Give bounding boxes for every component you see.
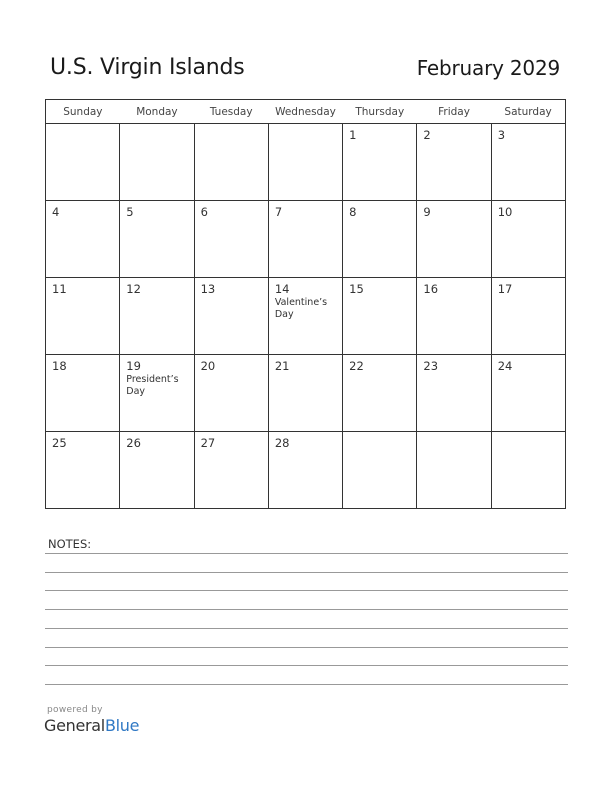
day-number: 12 — [126, 282, 141, 296]
day-number: 26 — [126, 436, 141, 450]
day-cell — [268, 201, 342, 278]
powered-by-text: powered by — [47, 705, 103, 715]
weekday-saturday: Saturday — [491, 100, 565, 124]
day-cell — [268, 278, 342, 355]
day-cell — [120, 432, 194, 509]
note-line — [45, 609, 568, 610]
holiday-label: Valentine’s Day — [274, 297, 328, 320]
day-number: 8 — [349, 205, 357, 219]
day-number: 9 — [423, 205, 431, 219]
week-row — [46, 432, 566, 509]
day-cell — [491, 355, 565, 432]
day-number: 15 — [349, 282, 364, 296]
generalblue-logo — [44, 716, 139, 735]
day-cell — [417, 355, 491, 432]
day-number: 22 — [349, 359, 364, 373]
note-line — [45, 572, 568, 573]
day-cell — [491, 432, 565, 509]
day-cell — [194, 278, 268, 355]
day-cell — [268, 124, 342, 201]
day-cell — [120, 201, 194, 278]
day-number: 24 — [497, 359, 513, 373]
calendar-grid — [45, 99, 566, 509]
day-cell — [46, 278, 120, 355]
note-line — [45, 628, 568, 629]
day-number: 18 — [52, 359, 67, 373]
day-number: 5 — [126, 205, 134, 219]
day-cell — [491, 278, 565, 355]
day-number: 11 — [52, 282, 67, 296]
day-number: 21 — [274, 359, 290, 373]
day-cell — [46, 201, 120, 278]
day-cell — [194, 201, 268, 278]
day-number: 20 — [200, 359, 216, 373]
weekday-sunday: Sunday — [46, 100, 120, 124]
week-row — [46, 124, 566, 201]
day-cell — [120, 355, 194, 432]
day-number: 14 — [274, 282, 290, 296]
day-cell — [343, 355, 417, 432]
brand-blue: Blue — [104, 716, 140, 735]
day-number: 2 — [423, 128, 431, 142]
day-cell — [46, 355, 120, 432]
day-number: 23 — [423, 359, 439, 373]
day-number: 7 — [274, 205, 283, 219]
day-cell — [343, 432, 417, 509]
month-year-title: February 2029 — [416, 56, 560, 80]
week-row — [46, 355, 566, 432]
weekday-thursday: Thursday — [343, 100, 417, 124]
day-number: 25 — [52, 436, 67, 450]
notes-label: NOTES: — [48, 537, 92, 551]
day-cell — [417, 124, 491, 201]
day-cell — [46, 124, 120, 201]
note-line — [45, 647, 568, 648]
day-cell — [194, 355, 268, 432]
week-row — [46, 201, 566, 278]
day-number: 16 — [423, 282, 439, 296]
day-cell — [417, 432, 491, 509]
day-cell — [268, 355, 342, 432]
brand-general: General — [44, 716, 105, 735]
day-cell — [417, 201, 491, 278]
day-cell — [268, 432, 342, 509]
day-cell — [46, 432, 120, 509]
week-row — [46, 278, 566, 355]
note-line — [45, 553, 568, 554]
weekday-header-row — [46, 100, 566, 124]
day-cell — [343, 124, 417, 201]
note-line — [45, 590, 568, 591]
weekday-tuesday: Tuesday — [194, 100, 268, 124]
holiday-label: President’s Day — [126, 374, 179, 397]
day-cell — [343, 278, 417, 355]
day-number: 4 — [52, 205, 60, 219]
day-number: 17 — [497, 282, 513, 296]
day-cell — [120, 278, 194, 355]
weekday-wednesday: Wednesday — [268, 100, 342, 124]
note-line — [45, 665, 568, 666]
day-cell — [343, 201, 417, 278]
day-number: 6 — [200, 205, 208, 219]
day-number: 19 — [126, 359, 141, 373]
day-cell — [491, 201, 565, 278]
day-cell — [120, 124, 194, 201]
day-cell — [194, 432, 268, 509]
country-title: U.S. Virgin Islands — [50, 55, 245, 80]
day-number: 10 — [497, 205, 513, 219]
weekday-monday: Monday — [120, 100, 194, 124]
day-cell — [194, 124, 268, 201]
day-number: 27 — [200, 436, 216, 450]
day-cell — [417, 278, 491, 355]
day-cell — [491, 124, 565, 201]
day-number: 28 — [274, 436, 290, 450]
day-number: 13 — [200, 282, 216, 296]
weekday-friday: Friday — [417, 100, 491, 124]
note-line — [45, 684, 568, 685]
day-number: 3 — [497, 128, 506, 142]
day-number: 1 — [349, 128, 357, 142]
